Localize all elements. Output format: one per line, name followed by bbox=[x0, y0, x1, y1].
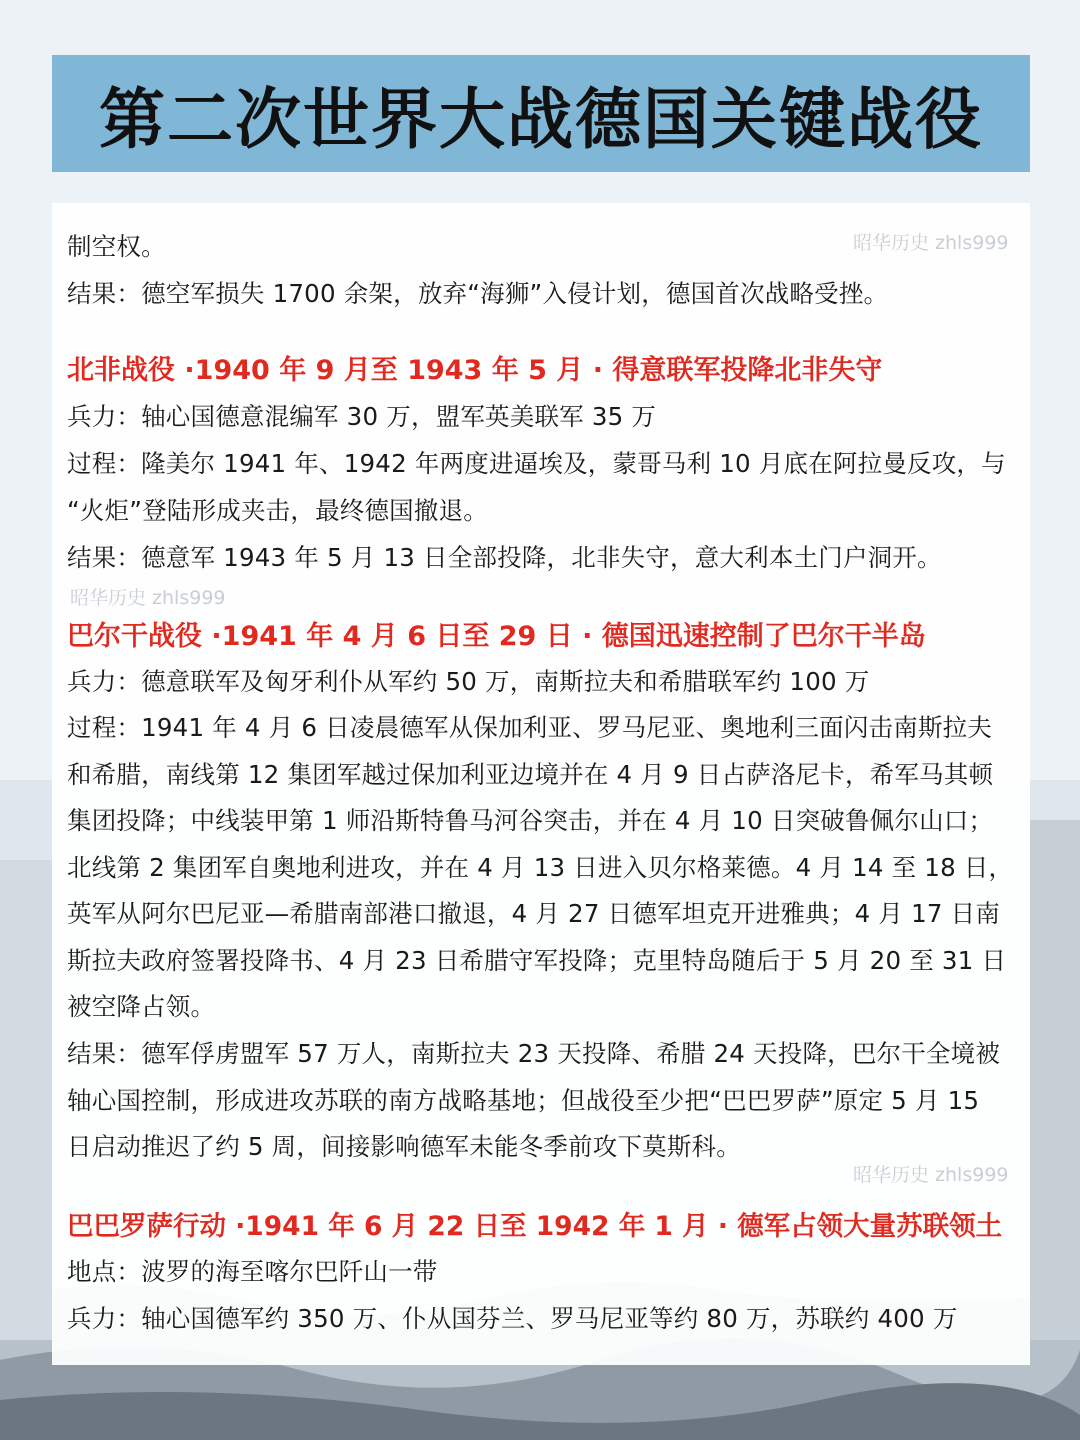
section-line: 兵力：德意联军及匈牙利仆从军约 50 万，南斯拉夫和希腊联军约 100 万 bbox=[67, 667, 870, 696]
section-line: 结果：德军俘虏盟军 57 万人，南斯拉夫 23 天投降、希腊 24 天投降，巴尔干全境被 bbox=[67, 1039, 1001, 1068]
section-line: 北线第 2 集团军自奥地利进攻，并在 4 月 13 日进入贝尔格莱德。4 月 14 至 18 日， bbox=[67, 853, 1014, 882]
section-line: 兵力：轴心国德意混编军 30 万，盟军英美联军 35 万 bbox=[67, 402, 657, 431]
watermark: 昭华历史 zhls999 bbox=[70, 587, 226, 609]
section-line: 斯拉夫政府签署投降书、4 月 23 日希腊守军投降；克里特岛随后于 5 月 20 至 31 日 bbox=[67, 946, 1007, 975]
section-line: 被空降占领。 bbox=[67, 992, 216, 1021]
section-heading-barbarossa: 巴巴罗萨行动 ·1941 年 6 月 22 日至 1942 年 1 月 · 德军占领大量苏联领土 bbox=[67, 1211, 1003, 1242]
section-line: “火炬”登陆形成夹击，最终德国撤退。 bbox=[67, 496, 488, 525]
page-title: 第二次世界大战德国关键战役 bbox=[99, 81, 983, 158]
section-line: 和希腊，南线第 12 集团军越过保加利亚边境并在 4 月 9 日占萨洛尼卡，希军马其顿 bbox=[67, 760, 994, 789]
section-line: 兵力：轴心国德军约 350 万、仆从国芬兰、罗马尼亚等约 80 万，苏联约 400 万 bbox=[67, 1304, 958, 1333]
watermark: 昭华历史 zhls999 bbox=[853, 1164, 1009, 1186]
section-line: 过程：1941 年 4 月 6 日凌晨德军从保加利亚、罗马尼亚、奥地利三面闪击南斯拉夫 bbox=[67, 713, 993, 742]
section-line: 日启动推迟了约 5 周，间接影响德军未能冬季前攻下莫斯科。 bbox=[67, 1132, 741, 1161]
section-line: 轴心国控制，形成进攻苏联的南方战略基地；但战役至少把“巴巴罗萨”原定 5 月 15 bbox=[67, 1086, 980, 1115]
intro-line: 制空权。 bbox=[67, 232, 166, 261]
section-line: 地点：波罗的海至喀尔巴阡山一带 bbox=[67, 1257, 438, 1286]
title-banner bbox=[52, 55, 1030, 172]
section-line: 英军从阿尔巴尼亚—希腊南部港口撤退，4 月 27 日德军坦克开进雅典；4 月 17 日南 bbox=[67, 899, 1001, 928]
watermark: 昭华历史 zhls999 bbox=[853, 232, 1009, 254]
section-heading-balkans: 巴尔干战役 ·1941 年 4 月 6 日至 29 日 · 德国迅速控制了巴尔干半岛 bbox=[67, 621, 926, 652]
section-line: 集团投降；中线装甲第 1 师沿斯特鲁马河谷突击，并在 4 月 10 日突破鲁佩尔山口； bbox=[67, 806, 994, 835]
section-heading-north-africa: 北非战役 ·1940 年 9 月至 1943 年 5 月 · 得意联军投降北非失守 bbox=[67, 355, 883, 386]
intro-result-line: 结果：德空军损失 1700 余架，放弃“海狮”入侵计划，德国首次战略受挫。 bbox=[67, 279, 889, 308]
section-line: 结果：德意军 1943 年 5 月 13 日全部投降，北非失守，意大利本土门户洞开。 bbox=[67, 543, 942, 572]
section-line: 过程：隆美尔 1941 年、1942 年两度进逼埃及，蒙哥马利 10 月底在阿拉曼反攻，与 bbox=[67, 449, 1006, 478]
